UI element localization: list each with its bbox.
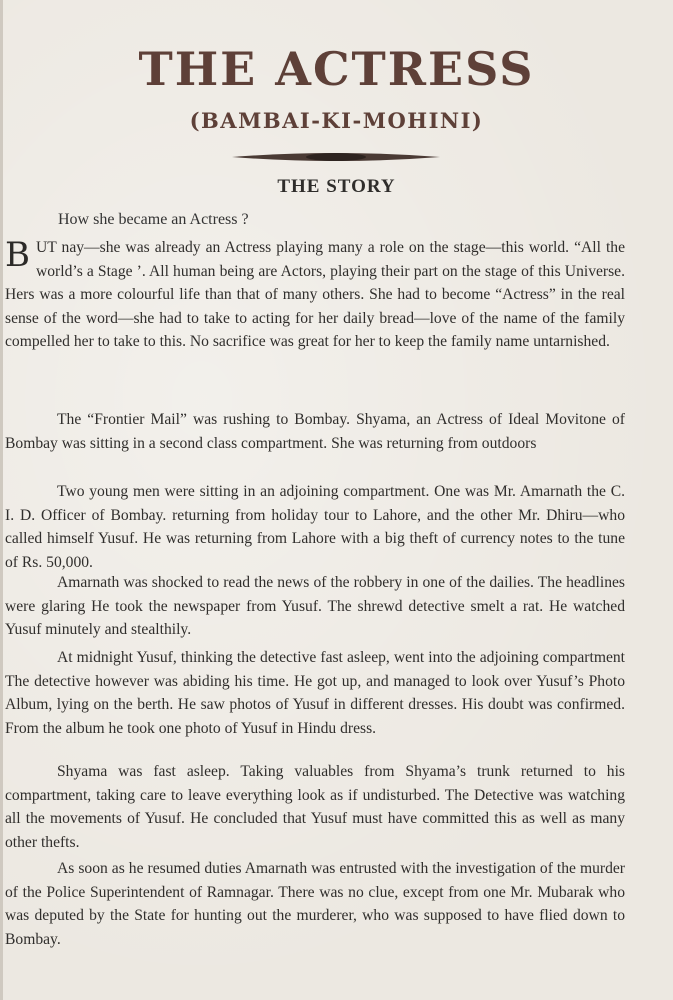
drop-cap: B	[5, 235, 30, 275]
story-paragraph	[5, 857, 625, 951]
paragraph-text: As soon as he resumed duties Amarnath was entrusted with the investigation of the murder of the Police Superintendent of Ramnagar. There was no clue, except from one Mr. Mubarak who was deputed by the State for hunting out the murderer, who was supposed to have flied down to Bombay.	[5, 860, 625, 948]
story-paragraph	[5, 760, 625, 854]
story-paragraph	[5, 480, 625, 574]
paragraph-text: Amarnath was shocked to read the news of the robbery in one of the dailies. The headlines were glaring He took the newspaper from Yusuf. The shrewd detective smelt a rat. He watched Yusuf minutely and stealthily.	[5, 574, 625, 638]
paragraph-text: Two young men were sitting in an adjoining compartment. One was Mr. Amarnath the C. I. D. Officer of Bombay. returning from holiday tour to Lahore, and the other Mr. Dhiru—who called himself Yusuf. He was returning from Lahore with a big theft of currency notes to the tune of Rs. 50,000.	[5, 483, 625, 571]
section-heading: THE STORY	[277, 176, 396, 197]
paragraph-text: UT nay—she was already an Actress playing many a role on the stage—this world. “All the world’s a Stage ’. All human being are Actors, playing their part on the stage of this Universe. Hers was a more colourful life than that of many others. She had to become “Actress” in the real sense of the word—she had to take to acting for her daily bread—love of the name of the family compelled her to take to this. No sacrifice was great for her to keep the family name untarnished.	[5, 239, 625, 350]
ornament-divider	[230, 150, 442, 164]
story-lead: How she became an Actress ?	[58, 211, 249, 228]
page-title: THE ACTRESS	[138, 42, 535, 96]
paragraph-text: The “Frontier Mail” was rushing to Bombay. Shyama, an Actress of Ideal Movitone of Bombay was sitting in a second class compartment. She was returning from outdoors	[5, 411, 625, 452]
page-subtitle: (BAMBAI-KI-MOHINI)	[189, 108, 484, 133]
story-paragraph	[5, 408, 625, 455]
paragraph-text: At midnight Yusuf, thinking the detective fast asleep, went into the adjoining compartment The detective however was abiding his time. He got up, and managed to look over Yusuf’s Photo Album, lying on the berth. He saw photos of Yusuf in different dresses. His doubt was confirmed. From the album he took one photo of Yusuf in Hindu dress.	[5, 649, 625, 737]
story-paragraph	[5, 571, 625, 642]
paragraph-text: Shyama was fast asleep. Taking valuables from Shyama’s trunk returned to his compartment, taking care to leave everything look as if undisturbed. The Detective was watching all the movements of Yusuf. He concluded that Yusuf must have committed this as well as many other thefts.	[5, 763, 625, 851]
story-paragraph	[5, 236, 625, 354]
page-edge	[0, 0, 3, 1000]
story-paragraph	[5, 646, 625, 740]
